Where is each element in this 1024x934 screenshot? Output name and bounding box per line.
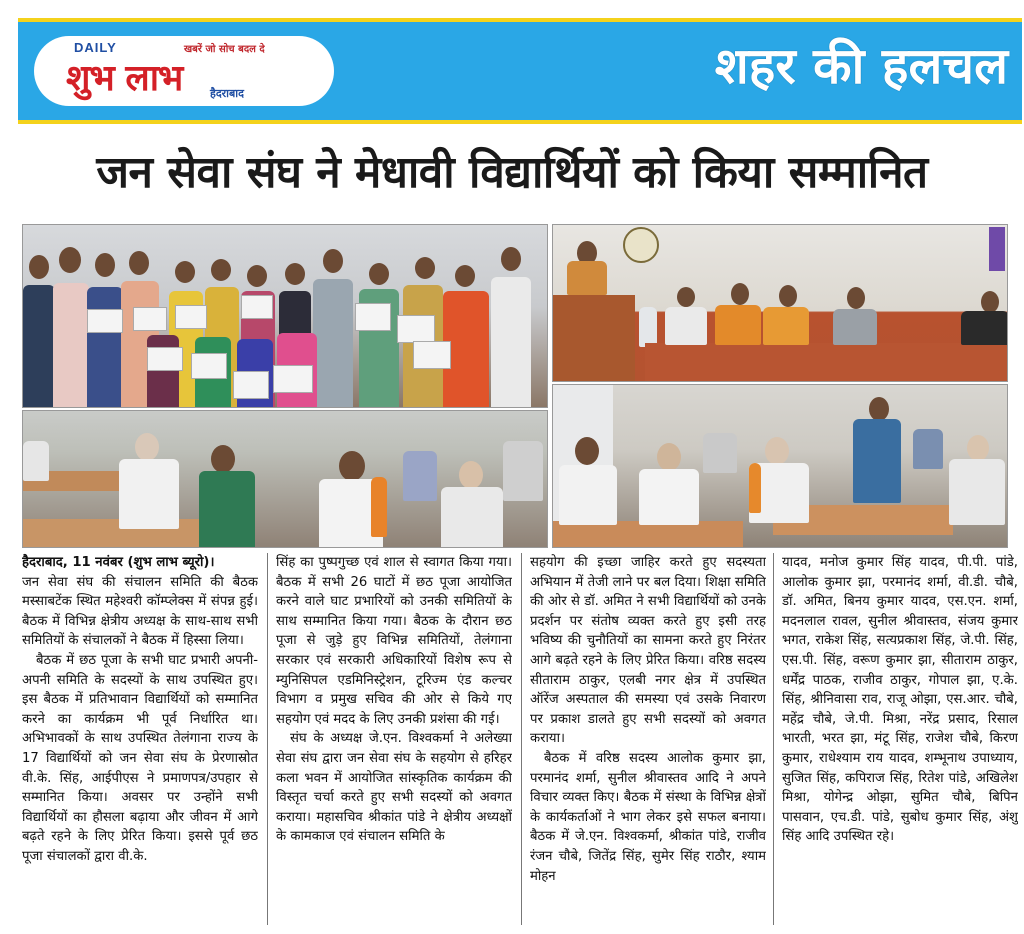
article-dateline: हैदराबाद, 11 नवंबर (शुभ लाभ ब्यूरो)। [22, 555, 215, 570]
column-divider [521, 553, 522, 925]
paragraph: यादव, मनोज कुमार सिंह यादव, पी.पी. पांडे, आलोक कुमार झा, परमानंद शर्मा, वी.डी. चौबे, डॉ. अमित, बिनय कुमार यादव, एस.एन. शर्मा, मदनलाल रावल, सुनील श्रीवास्तव, संजय कुमार भगत, राकेश सिंह, सत्यप्रकाश सिंह, जे.पी. सिंह, एस.पी. सिंह, वरूण कुमार झा, सीताराम ठाकुर, धर्मेंद्र पाठक, राजीव ठाकुर, गोपाल झा, ए.के. सिंह, श्रीनिवासा राव, राजू ओझा, एस.आर. चौबे, महेंद्र चौबे, जे.पी. मिश्रा, नरेंद्र प्रसाद, रिसाल भारती, भरत झा, मंटू सिंह, राजेश चौबे, किरण कुमार, राधेश्याम राय यादव, शम्भूनाथ उपाध्याय, सुजित सिंह, कपिराज सिंह, रितेश पांडे, अखिलेश मिश्रा, योगेन्द्र ओझा, सुमित चौबे, बिपिन पासवान, एच.डी. पांडे, सुबोध कुमार सिंह, अंशु सिंह आदि उपस्थित रहे। [782, 555, 1018, 845]
photo-audience-left [22, 410, 548, 548]
article-column-4 [782, 553, 1018, 928]
newspaper-logo [34, 36, 334, 106]
article-column-3 [530, 553, 766, 928]
article-column-1 [22, 553, 258, 928]
section-title: शहर की हलचल [714, 37, 1008, 95]
masthead-banner [18, 18, 1022, 124]
logo-daily-label: DAILY [74, 40, 117, 55]
photo-audience-right [552, 384, 1008, 548]
photo-dignitaries-on-stage [552, 224, 1008, 382]
column-divider [267, 553, 268, 925]
paragraph: संघ के अध्यक्ष जे.एन. विश्वकर्मा ने अलेख्या सेवा संघ द्वारा जन सेवा संघ के सहयोग से हरिहर कला भवन में आयोजित सांस्कृतिक कार्यक्रम की विस्तृत चर्चा करते हुए सभी सदस्यों को अवगत कराया। महासचिव श्रीकांत पांडे ने क्षेत्रीय अध्यक्षों के कामकाज एवं संचालन समिति के [276, 731, 512, 845]
paragraph: सिंह का पुष्पगुच्छ एवं शाल से स्वागत किया गया। बैठक में सभी 26 घाटों में छठ पूजा आयोजित करने वाले घाट प्रभारियों को उनकी समितियों के साथ सम्मानित किया गया। बैठक के दौरान छठ पूजा से जुड़े हुए विभिन्न समितियों, तेलंगाना सरकार एवं सरकारी अधिकारियों विशेष रूप से म्युनिसिपल एडमिनिस्ट्रेशन, टूरिज्म एंड कल्चर विभाग व प्रमुख सचिव की ओर से किये गए सहयोग एवं मदद के लिए उनकी प्रशंसा की गई। [276, 555, 512, 727]
logo-city: हैदराबाद [210, 87, 245, 100]
paragraph: बैठक में छठ पूजा के सभी घाट प्रभारी अपनी-अपनी समिति के सदस्यों के साथ उपस्थित हुए। इस बैठक में प्रतिभावान विद्यार्थियों को सम्मानित करने का कार्यक्रम भी पूर्व निर्धारित था। अभिभावकों के साथ उपस्थित तेलंगाना राज्य के 17 विद्यार्थियों को जन सेवा संघ के प्रेरणास्रोत वी.के. सिंह, आईपीएस ने प्रमाणपत्र/उपहार से सम्मानित किया। अवसर पर उन्होंने सभी विद्यार्थियों का हौसला बढ़ाया और जीवन में आगे बढ़ते रहने के लिए प्रेरित किया। इससे पूर्व छठ पूजा संचालकों द्वारा वी.के. [22, 652, 258, 864]
logo-tagline: खबरें जो सोच बदल दे [184, 44, 265, 55]
article-column-2 [276, 553, 512, 928]
paragraph: सहयोग की इच्छा जाहिर करते हुए सदस्यता अभियान में तेजी लाने पर बल दिया। शिक्षा समिति की ओर से डॉ. अमित ने सभी विद्यार्थियों को उनके प्रदर्शन पर संतोष व्यक्त करते हुए इसी तरह भविष्य की चुनौतियों का सामना करते हुए निरंतर आगे बढ़ते रहने के लिए प्रेरित किया। वरिष्ठ सदस्य सीताराम ठाकुर, एलबी नगर क्षेत्र में उपस्थित ऑरेंज अस्पताल की समस्या एवं उसके निवारण पर प्रकाश डालते हुए सभी सदस्यों को अवगत कराया। [530, 555, 766, 747]
logo-name: शुभ लाभ [66, 58, 183, 99]
column-divider [773, 553, 774, 925]
article-headline: जन सेवा संघ ने मेधावी विद्यार्थियों को किया सम्मानित [96, 147, 928, 198]
paragraph: जन सेवा संघ की संचालन समिति की बैठक मस्साबटेंक स्थित महेश्वरी कॉम्प्लेक्स में संपन्न हुई। बैठक में विभिन्न क्षेत्रीय अध्यक्ष के साथ-साथ सभी समितियों के संचालकों ने बैठक में हिस्सा लिया। [22, 574, 258, 649]
paragraph: बैठक में वरिष्ठ सदस्य आलोक कुमार झा, परमानंद शर्मा, सुनील श्रीवास्तव आदि ने अपने विचार व्यक्त किए। बैठक में संस्था के विभिन्न क्षेत्रों के कार्यकर्ताओं ने भाग लेकर इसे सफल बनाया।बैठक में जे.एन. विश्वकर्मा, श्रीकांत पांडे, राजीव रंजन चौबे, जितेंद्र सिंह, सुमेर सिंह राठौर, श्याम मोहन [530, 750, 766, 884]
article-body [22, 553, 1018, 928]
photo-students-with-certificates [22, 224, 548, 408]
